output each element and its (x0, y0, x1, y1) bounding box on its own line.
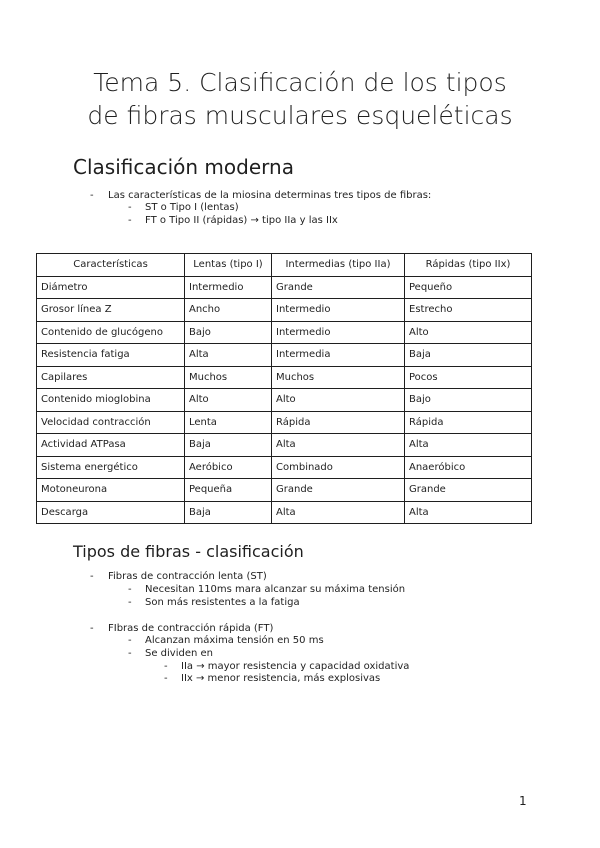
sub-bullet-dash: - (128, 215, 132, 226)
column-header-intermedias: Intermedias (tipo IIa) (272, 254, 405, 277)
table-cell: Alto (185, 389, 272, 412)
column-header-lentas: Lentas (tipo I) (185, 254, 272, 277)
document-title (40, 66, 560, 132)
table-cell: Grosor línea Z (37, 299, 185, 322)
fiber-types-table (36, 253, 532, 524)
table-cell: Intermedio (272, 321, 405, 344)
table-cell: Pequeño (405, 276, 532, 299)
sub-bullet-dash: - (128, 584, 132, 595)
table-cell: Rápida (405, 411, 532, 434)
table-cell: Motoneurona (37, 479, 185, 502)
table-cell: Intermedio (272, 299, 405, 322)
sub-bullet-st: ST o Tipo I (lentas) (145, 202, 239, 213)
table-cell: Alto (272, 389, 405, 412)
table-row (37, 276, 532, 299)
sub-bullet-st-fatiga: Son más resistentes a la fatiga (145, 597, 300, 608)
title-line-2: de fibras musculares esqueléticas (87, 101, 513, 130)
table-cell: Alta (185, 344, 272, 367)
table-cell: Muchos (272, 366, 405, 389)
table-cell: Grande (405, 479, 532, 502)
table-row (37, 299, 532, 322)
table-row (37, 411, 532, 434)
table-header-row (37, 254, 532, 277)
table-cell: Diámetro (37, 276, 185, 299)
sub-sub-bullet-dash: - (164, 661, 168, 672)
table-cell: Alta (405, 501, 532, 524)
table-cell: Contenido mioglobina (37, 389, 185, 412)
sub-sub-bullet-iia: IIa → mayor resistencia y capacidad oxidativa (181, 661, 410, 672)
table-cell: Lenta (185, 411, 272, 434)
table-cell: Pocos (405, 366, 532, 389)
table-row (37, 366, 532, 389)
bullet-dash: - (90, 571, 94, 582)
bullet-st: Fibras de contracción lenta (ST) (108, 571, 267, 582)
table-cell: Capilares (37, 366, 185, 389)
table-cell: Intermedio (185, 276, 272, 299)
column-header-rapidas: Rápidas (tipo IIx) (405, 254, 532, 277)
table-row (37, 456, 532, 479)
table-cell: Intermedia (272, 344, 405, 367)
table-cell: Velocidad contracción (37, 411, 185, 434)
table-cell: Estrecho (405, 299, 532, 322)
sub-bullet-ft-tension: Alcanzan máxima tensión en 50 ms (145, 635, 324, 646)
title-line-1: Tema 5. Clasificación de los tipos (93, 68, 507, 97)
table-cell: Ancho (185, 299, 272, 322)
table-row (37, 434, 532, 457)
sub-bullet-dash: - (128, 648, 132, 659)
table-cell: Pequeña (185, 479, 272, 502)
sub-sub-bullet-dash: - (164, 673, 168, 684)
sub-bullet-dash: - (128, 202, 132, 213)
table-cell: Descarga (37, 501, 185, 524)
sub-bullet-ft: FT o Tipo II (rápidas) → tipo IIa y las IIx (145, 215, 338, 226)
column-header-caracteristicas: Características (37, 254, 185, 277)
table-cell: Anaeróbico (405, 456, 532, 479)
table-cell: Bajo (185, 321, 272, 344)
table-cell: Alta (405, 434, 532, 457)
page-number: 1 (519, 794, 527, 808)
table-cell: Baja (405, 344, 532, 367)
bullet-miosina: Las características de la miosina determinas tres tipos de fibras: (108, 190, 432, 201)
table-row (37, 479, 532, 502)
section-heading-tipos-de-fibras: Tipos de fibras - clasificación (73, 542, 304, 561)
table-cell: Muchos (185, 366, 272, 389)
table-cell: Sistema energético (37, 456, 185, 479)
sub-sub-bullet-iix: IIx → menor resistencia, más explosivas (181, 673, 381, 684)
sub-bullet-dash: - (128, 597, 132, 608)
table-cell: Aeróbico (185, 456, 272, 479)
table-cell: Alto (405, 321, 532, 344)
sub-bullet-dash: - (128, 635, 132, 646)
table-cell: Alta (272, 434, 405, 457)
table-row (37, 501, 532, 524)
table-cell: Actividad ATPasa (37, 434, 185, 457)
table-cell: Combinado (272, 456, 405, 479)
table-cell: Grande (272, 479, 405, 502)
table-cell: Baja (185, 501, 272, 524)
section-heading-clasificacion-moderna: Clasificación moderna (73, 155, 294, 179)
table-cell: Rápida (272, 411, 405, 434)
table-row (37, 321, 532, 344)
table-row (37, 389, 532, 412)
bullet-ft: FIbras de contracción rápida (FT) (108, 623, 274, 634)
table-cell: Baja (185, 434, 272, 457)
sub-bullet-st-tension: Necesitan 110ms mara alcanzar su máxima tensión (145, 584, 406, 595)
sub-bullet-ft-dividen: Se dividen en (145, 648, 214, 659)
table-cell: Contenido de glucógeno (37, 321, 185, 344)
table-cell: Grande (272, 276, 405, 299)
table-cell: Bajo (405, 389, 532, 412)
table-cell: Alta (272, 501, 405, 524)
table-cell: Resistencia fatiga (37, 344, 185, 367)
table-row (37, 344, 532, 367)
bullet-dash: - (90, 190, 94, 201)
bullet-dash: - (90, 623, 94, 634)
